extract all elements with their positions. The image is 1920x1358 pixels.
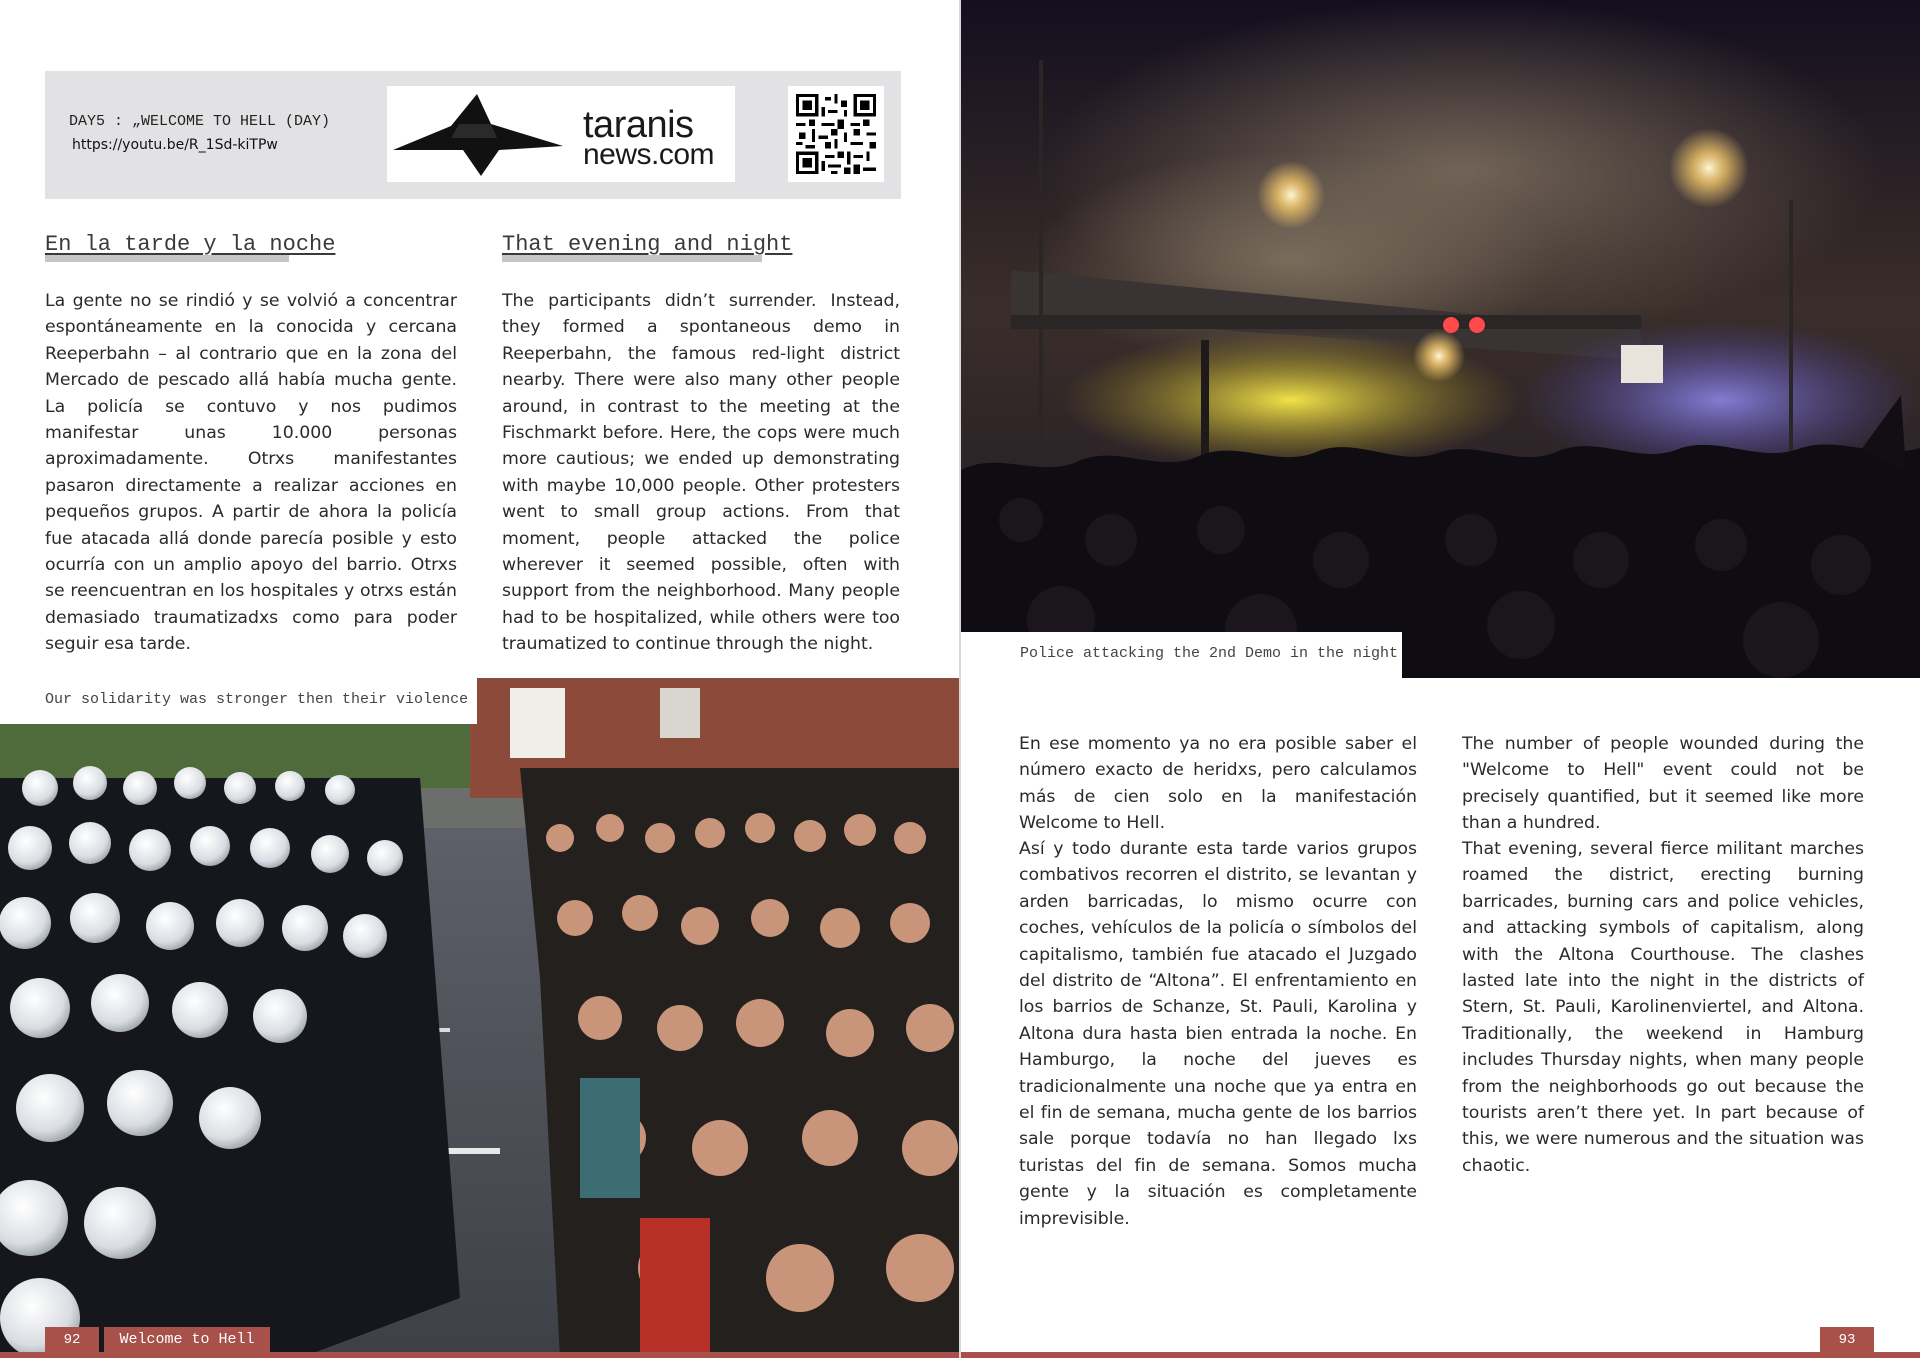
taranis-logo-icon bbox=[389, 88, 565, 180]
photo-police-line bbox=[0, 678, 959, 1358]
left-page bbox=[0, 0, 959, 1358]
body-text-spanish: La gente no se rindió y se volvió a concentrar espontáneamente en la conocida y cercana Reeperbahn – al contrario que en la zona del Mercado de pescado allá había mucha gente. La policía se contuvo y nos pudimos manifestar unas 10.000 personas aproximadamente. Otrxs manifestantes pasaron directamente a realizar acciones en pequeños grupos. A partir de ahora la policía fue atacada allá donde parecía posible y esto ocurría con un amplio apoyo del barrio. Otrxs se reencuentran en los hospitales y otrxs están demasiado traumatizadxs como para poder seguir esa tarde. bbox=[45, 291, 457, 655]
logo-text-domain: news.com bbox=[583, 138, 715, 171]
body-text-spanish-1: En ese momento ya no era posible saber el número exacto de heridxs, pero calculamos más de cien solo en la manifestación Welcome to Hell. bbox=[1019, 734, 1417, 834]
logo-text-taranis: taranis bbox=[583, 104, 694, 146]
qr-code[interactable] bbox=[788, 86, 884, 182]
qr-code-icon bbox=[796, 94, 876, 174]
body-text-english: The participants didn’t surrender. Instead, they formed a spontaneous demo in Reeperbahn, the famous red-light district nearby. There were also many other people around, in contrast to the meeting at the Fischmarkt before. Here, the cops were much more cautious; we ended up demonstrating with maybe 10,000 people. Other protesters went to small group actions. From that moment, people attacked the police wherever it seemed possible, often with support from the neighborhood. Many people had to be hospitalized, while others were too traumatized to continue through the night. bbox=[502, 291, 900, 655]
body-text-spanish-2: Así y todo durante esta tarde varios grupos combativos recorren el distrito, se levantan y arden barricadas, lo mismo ocurre con coches, vehículos de la policía o símbolos del capitalismo, también fue atacado el Juzgado del distrito de “Altona”. El enfrentamiento en los barrios de Schanze, St. Pauli, Karolina y Altona dura hasta bien entrada la noche. En Hamburgo, la noche del jueves es tradicionalmente una noche que ya entra en el fin de semana, mucha gente de los barrios sale porque todavía no han llegado lxs turistas del fin de semana. Somos mucha gente y la situación es completamente imprevisible. bbox=[1019, 839, 1417, 1229]
running-title: Welcome to Hell bbox=[104, 1327, 270, 1353]
banner-title: DAY5 : „WELCOME TO HELL (DAY) bbox=[69, 113, 331, 130]
video-banner bbox=[45, 71, 901, 199]
page-number-left: 92 bbox=[45, 1327, 99, 1353]
right-page bbox=[961, 0, 1920, 1358]
body-text-english-2: That evening, several fierce militant marches roamed the district, erecting burning barricades, burning cars and police vehicles, and attacking symbols of capitalism, along with the Altona Courthouse. The clashes lasted late into the night in the districts of Stern, St. Pauli, Karolinenviertel, and Altona. Traditionally, the weekend in Hamburg includes Thursday nights, when many people from the neighborhoods go out because the tourists aren’t there yet. In part because of this, we were numerous and the situation was chaotic. bbox=[1462, 839, 1864, 1176]
photo-caption-solidarity: Our solidarity was stronger then their violence bbox=[45, 691, 469, 708]
taranis-logo[interactable] bbox=[387, 86, 735, 182]
body-text-english-1: The number of people wounded during the "Welcome to Hell" event could not be precisely quantified, but it seemed like more than a hundred. bbox=[1462, 734, 1864, 834]
footer-rule bbox=[961, 1352, 1920, 1358]
heading-english: That evening and night bbox=[502, 232, 793, 257]
page-number-right: 93 bbox=[1820, 1327, 1874, 1353]
photo-caption-night: Police attacking the 2nd Demo in the night bbox=[1020, 645, 1399, 662]
banner-url-link[interactable]: https://youtu.be/R_1Sd-kiTPw bbox=[72, 137, 278, 153]
heading-spanish: En la tarde y la noche bbox=[45, 232, 336, 257]
photo-night-demo bbox=[961, 0, 1920, 678]
